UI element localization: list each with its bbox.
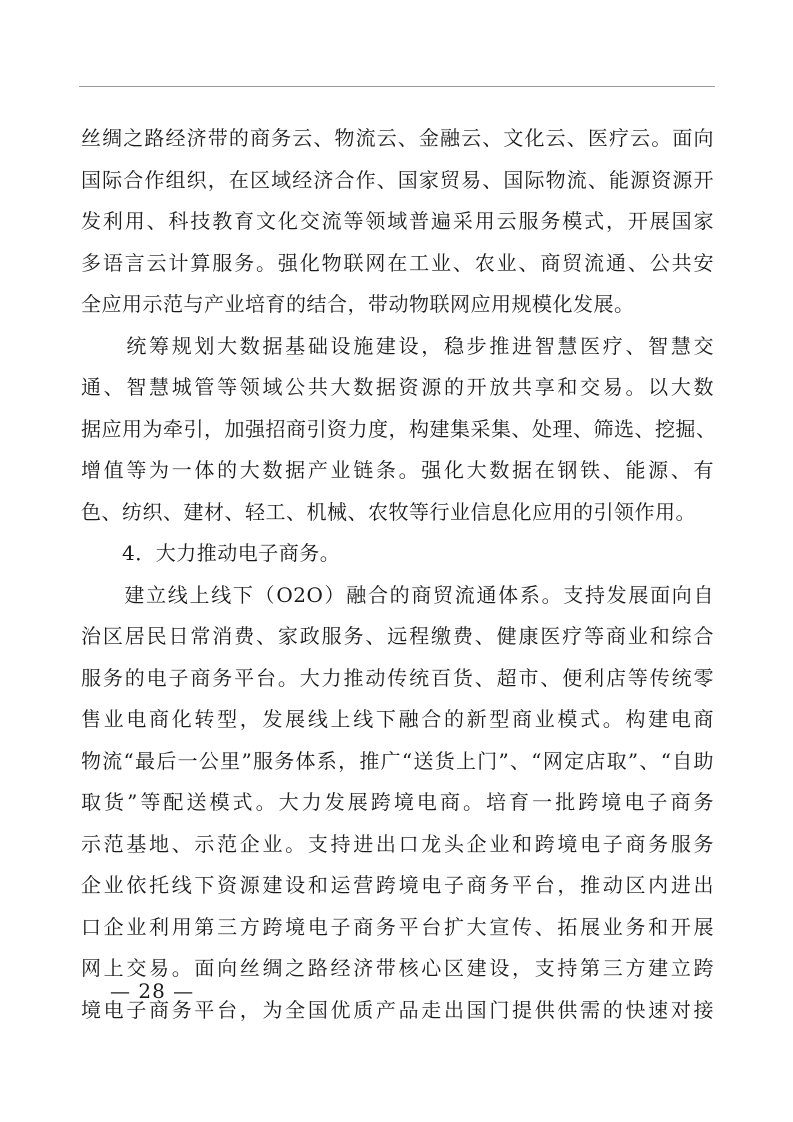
text-line: 国际合作组织，在区域经济合作、国家贸易、国际物流、能源资源开 bbox=[81, 167, 714, 192]
text-line: 治区居民日常消费、家政服务、远程缴费、健康医疗等商业和综合 bbox=[81, 624, 714, 648]
text-line: 取货”等配送模式。大力发展跨境电商。培育一批跨境电子商务 bbox=[81, 790, 714, 814]
text-line: 色、纺织、建材、轻工、机械、农牧等行业信息化应用的引领作用。 bbox=[81, 499, 696, 524]
text-line: 多语言云计算服务。强化物联网在工业、农业、商贸流通、公共安 bbox=[81, 250, 714, 275]
text-line: 境电子商务平台，为全国优质产品走出国门提供供需的快速对接 bbox=[81, 997, 714, 1022]
text-line: 示范基地、示范企业。支持进出口龙头企业和跨境电子商务服务 bbox=[81, 831, 714, 856]
text-line: 企业依托线下资源建设和运营跨境电子商务平台，推动区内进出 bbox=[81, 873, 714, 897]
header-rule bbox=[79, 86, 715, 87]
text-line: 售业电商化转型，发展线上线下融合的新型商业模式。构建电商 bbox=[81, 707, 714, 731]
text-line: 口企业利用第三方跨境电子商务平台扩大宣传、拓展业务和开展 bbox=[81, 914, 714, 939]
text-line: 通、智慧城管等领域公共大数据资源的开放共享和交易。以大数 bbox=[81, 375, 714, 399]
text-line: 服务的电子商务平台。大力推动传统百货、超市、便利店等传统零 bbox=[81, 665, 714, 690]
text-line: 增值等为一体的大数据产业链条。强化大数据在钢铁、能源、有 bbox=[81, 458, 714, 482]
text-line: 据应用为牵引，加强招商引资力度，构建集采集、处理、筛选、挖掘、 bbox=[81, 416, 717, 441]
text-line: 丝绸之路经济带的商务云、物流云、金融云、文化云、医疗云。面向 bbox=[81, 126, 714, 150]
text-line: 全应用示范与产业培育的结合，带动物联网应用规模化发展。 bbox=[81, 292, 635, 316]
text-line: 物流“最后一公里”服务体系，推广“送货上门”、“网定店取”、“自助 bbox=[81, 748, 714, 773]
text-line: 建立线上线下（O2O）融合的商贸流通体系。支持发展面向自 bbox=[81, 582, 714, 607]
page-number: — 28 — bbox=[110, 979, 195, 1003]
text-line: 4．大力推动电子商务。 bbox=[81, 541, 341, 565]
text-line: 统筹规划大数据基础设施建设，稳步推进智慧医疗、智慧交 bbox=[81, 333, 714, 358]
text-line: 网上交易。面向丝绸之路经济带核心区建设，支持第三方建立跨 bbox=[81, 956, 714, 980]
text-line: 发利用、科技教育文化交流等领域普遍采用云服务模式，开展国家 bbox=[81, 209, 714, 233]
